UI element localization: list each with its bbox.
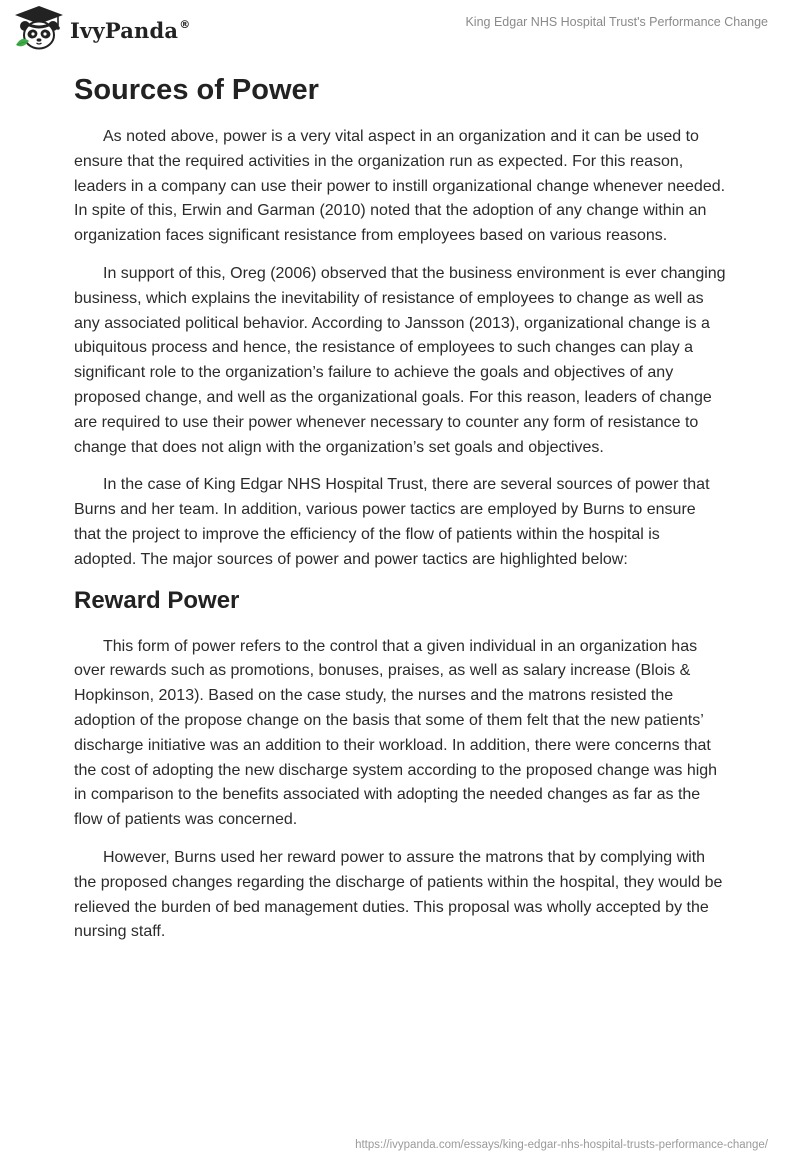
paragraph: This form of power refers to the control that a given individual in an organization has over rewards such as promotions, bonuses, praises, as well as salary increase (Blois & Hopkinson, 2013). Based on the case study, the nurses and the matrons resisted the adoption of the propose change on the basis that some of them felt that the new patients’ discharge initiative was an addition to their workload. In addition, there were concerns that the cost of adopting the new discharge system according to the proposed change was high in comparison to the benefits associated with adopting the needed changes as far as the flow of patients was concerned.	[74, 637, 718, 829]
page-header	[0, 0, 800, 60]
brand-name	[70, 18, 190, 43]
brand-name-text: IvyPanda	[70, 17, 179, 43]
section-heading-reward-power: Reward Power	[74, 586, 240, 614]
paragraph: As noted above, power is a very vital aspect in an organization and it can be used to ensure that the required activities in the organization run as expected. For this reason, leaders in a company can use their power to instill organizational change whenever needed. In spite of this, Erwin and Garman (2010) noted that the adoption of any change within an organization faces significant resistance from employees based on various reasons.	[74, 128, 726, 245]
section-heading-sources-of-power: Sources of Power	[74, 74, 319, 106]
article-content	[74, 72, 726, 958]
paragraph: However, Burns used her reward power to assure the matrons that by complying with the proposed changes regarding the discharge of patients within the hospital, they would be relieved the burden of bed management duties. This proposal was wholly accepted by the nursing staff.	[74, 848, 723, 941]
document-title: King Edgar NHS Hospital Trust's Performance Change	[465, 15, 768, 29]
paragraph: In support of this, Oreg (2006) observed that the business environment is ever changing business, which explains the inevitability of resistance of employees to change as well as any associated political behavior. According to Jansson (2013), organizational change is a ubiquitous process and hence, the resistance of employees to such changes can play a significant role to the organization’s failure to achieve the goals and objectives of any proposed change, and well as the organizational goals. For this reason, leaders of change are required to use their power whenever necessary to counter any form of resistance to change that does not align with the organization’s set goals and objectives.	[74, 264, 726, 456]
brand-logo[interactable]	[14, 6, 190, 50]
paragraph: In the case of King Edgar NHS Hospital Trust, there are several sources of power that Burns and her team. In addition, various power tactics are employed by Burns to ensure that the project to improve the efficiency of the flow of patients within the hospital is adopted. The major sources of power and power tactics are highlighted below:	[74, 476, 710, 568]
source-url-link[interactable]: https://ivypanda.com/essays/king-edgar-nhs-hospital-trusts-performance-change/	[355, 1139, 768, 1151]
panda-graduate-icon	[14, 5, 64, 51]
registered-mark: ®	[179, 17, 191, 31]
